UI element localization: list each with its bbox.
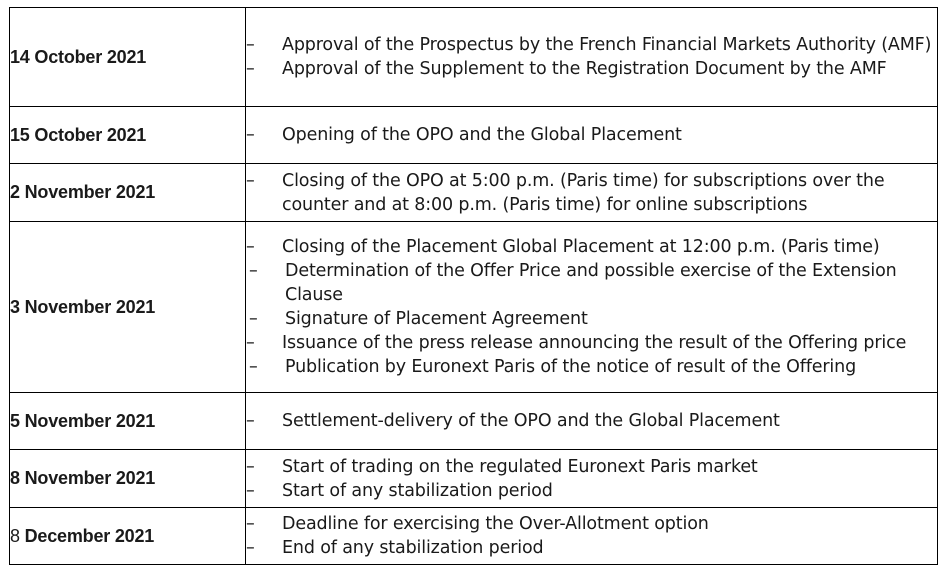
event-item [246,512,937,536]
dash-bullet: – [246,125,255,145]
event-text: Approval of the Supplement to the Registration Document by the AMF [282,59,887,79]
dash-bullet: – [246,480,255,501]
row-events [246,8,938,107]
event-item [246,536,937,560]
event-item [246,169,937,217]
event-item [246,409,937,433]
event-item [246,307,937,331]
event-item [246,259,937,307]
dash-bullet: – [249,261,258,281]
row-events [246,164,938,222]
event-text: End of any stabilization period [282,538,544,558]
dash-bullet: – [246,538,255,558]
event-text: Determination of the Offer Price and possible exercise of the Extension Clause [285,261,897,305]
row-events [246,508,938,565]
event-text: Approval of the Prospectus by the French Financial Markets Authority (AMF) [282,35,932,55]
event-text: Closing of the OPO at 5:00 p.m. (Paris time) for subscriptions over the counter and at 8:00 p.m. (Paris time) for online subscriptions [282,170,885,215]
event-item [246,57,937,81]
dash-bullet: – [246,411,255,431]
event-item [246,33,937,57]
table-row [10,393,938,450]
row-date: 2 November 2021 [10,164,246,222]
dash-bullet: – [246,59,255,79]
event-item [246,455,937,479]
row-date [10,508,246,565]
table-row [10,222,938,393]
event-text: Signature of Placement Agreement [285,309,588,329]
event-item [246,235,937,259]
event-text: Start of any stabilization period [282,480,553,501]
dash-bullet: – [249,357,258,377]
event-item [246,331,937,355]
dash-bullet: – [246,333,255,353]
row-date: 15 October 2021 [10,107,246,164]
event-text: Publication by Euronext Paris of the notice of result of the Offering [285,357,857,377]
dash-bullet: – [246,170,255,191]
row-date: 3 November 2021 [10,222,246,393]
row-date: 5 November 2021 [10,393,246,450]
event-text: Opening of the OPO and the Global Placement [282,125,682,145]
row-events [246,393,938,450]
dash-bullet: – [246,456,255,477]
dash-bullet: – [246,237,255,257]
table-row [10,107,938,164]
table-row [10,164,938,222]
event-text: Issuance of the press release announcing the result of the Offering price [282,333,907,353]
date-month-year: December 2021 [24,525,155,546]
event-item [246,355,937,379]
row-events [246,222,938,393]
dash-bullet: – [246,35,255,55]
table-row [10,508,938,565]
timeline-table [9,7,938,565]
event-item [246,123,937,147]
row-events [246,450,938,508]
dash-bullet: – [249,309,258,329]
row-events [246,107,938,164]
event-text: Deadline for exercising the Over-Allotment option [282,514,709,534]
table-row [10,8,938,107]
event-text: Settlement-delivery of the OPO and the Global Placement [282,411,780,431]
row-date: 14 October 2021 [10,8,246,107]
event-text: Closing of the Placement Global Placement at 12:00 p.m. (Paris time) [282,237,880,257]
date-day: 8 [10,525,20,546]
event-text: Start of trading on the regulated Euronext Paris market [282,456,758,477]
dash-bullet: – [246,514,255,534]
event-item [246,479,937,503]
table-row [10,450,938,508]
row-date: 8 November 2021 [10,450,246,508]
